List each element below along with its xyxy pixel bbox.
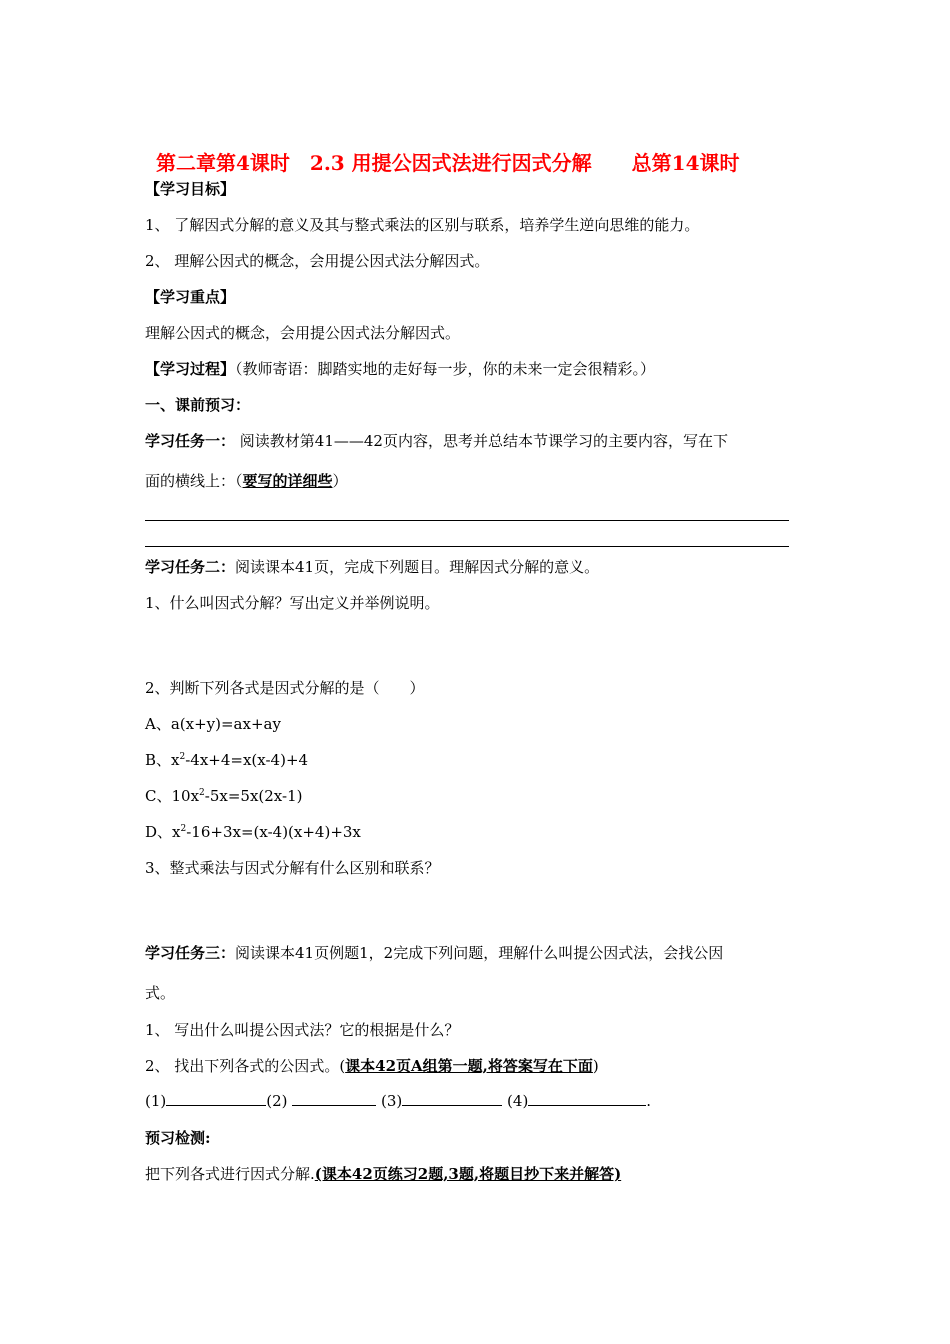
task3-text-2: 式。 [145,984,176,1002]
process-line [145,358,655,379]
blanks-end: . [646,1092,652,1110]
option-d [145,821,361,842]
option-a: A、a(x+y)=ax+ay [145,715,281,733]
focus-text: 理解公因式的概念，会用提公因式法分解因式。 [145,324,461,342]
task3-q2-emphasis: 课本42页A组第一题,将答案写在下面 [345,1057,593,1075]
task1-close: ） [332,472,348,490]
task3-line [145,942,723,963]
option-c-pre: C、10x [145,787,200,805]
teacher-note: （教师寄语：脚踏实地的走好每一步，你的未来一定会很精彩。） [235,360,656,378]
option-c [145,785,302,806]
task2-question-3: 3、整式乘法与因式分解有什么区别和联系？ [145,859,440,877]
option-b-post: -4x+4=x(x-4)+4 [185,751,309,769]
blank-3[interactable] [402,1091,502,1106]
task2-question-2: 2、判断下列各式是因式分解的是（ ） [145,679,425,697]
task2-line [145,556,599,577]
option-d-pre: D、x [145,823,181,841]
check-heading: 预习检测: [145,1129,211,1147]
option-d-post: -16+3x=(x-4)(x+4)+3x [186,823,361,841]
option-d-sup: 2 [180,824,187,834]
blank-4[interactable] [528,1091,646,1106]
blank-label-2: (2) [266,1092,293,1110]
task3-label: 学习任务三： [145,944,236,962]
task1-emphasis: 要写的详细些 [242,472,333,490]
option-b [145,749,308,770]
answer-line-1[interactable] [145,520,789,521]
blank-label-1: (1) [145,1092,167,1110]
page-title: 第二章第4课时 2.3 用提公因式法进行因式分解 总第14课时 [156,151,740,175]
task1-label: 学习任务一： [145,432,236,450]
task1-line-2 [145,470,348,491]
blank-2[interactable] [292,1091,376,1106]
answer-line-2[interactable] [145,546,789,547]
task3-q2-pre: 2、 找出下列各式的公因式。( [145,1057,346,1075]
option-b-sup: 2 [179,752,186,762]
option-c-post: -5x=5x(2x-1) [204,787,303,805]
option-c-sup: 2 [199,788,205,798]
check-emphasis: (课本42页练习2题,3题,将题目抄下来并解答) [314,1165,622,1183]
task3-question-1: 1、 写出什么叫提公因式法？它的根据是什么？ [145,1021,460,1039]
check-text: 把下列各式进行因式分解. [145,1165,315,1183]
blank-1[interactable] [166,1091,266,1106]
blanks-row [145,1091,651,1110]
task2-label: 学习任务二： [145,558,236,576]
option-b-pre: B、x [145,751,180,769]
task1-text: 阅读教材第41——42页内容，思考并总结本节课学习的主要内容，写在下 [235,432,728,450]
task2-question-1: 1、什么叫因式分解？写出定义并举例说明。 [145,594,440,612]
preview-heading: 一、课前预习： [145,396,251,414]
process-heading: 【学习过程】 [145,360,236,378]
goal-item-2: 2、 理解公因式的概念，会用提公因式法分解因式。 [145,252,490,270]
task2-text: 阅读课本41页，完成下列题目。理解因式分解的意义。 [235,558,600,576]
goals-heading: 【学习目标】 [145,180,236,198]
goal-item-1: 1、 了解因式分解的意义及其与整式乘法的区别与联系，培养学生逆向思维的能力。 [145,216,700,234]
blank-label-4: (4) [502,1092,529,1110]
focus-heading: 【学习重点】 [145,288,236,306]
task1-text-2: 面的横线上：（ [145,472,243,490]
task3-q2-close: ) [592,1057,599,1075]
task3-question-2 [145,1055,599,1076]
task3-text: 阅读课本41页例题1，2完成下列问题，理解什么叫提公因式法，会找公因 [235,944,724,962]
task1-line [145,430,728,451]
check-line [145,1163,621,1184]
blank-label-3: (3) [376,1092,403,1110]
